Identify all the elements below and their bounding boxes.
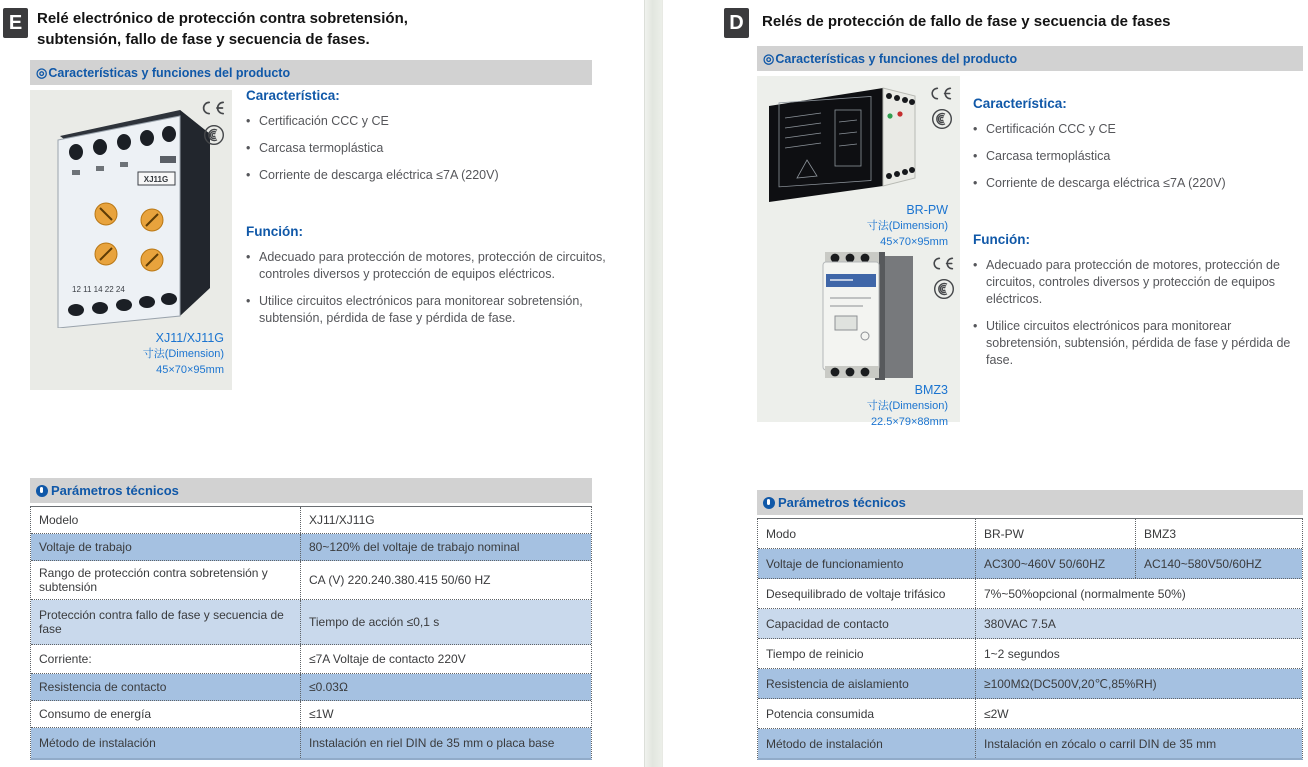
list-item: • Corriente de descarga eléctrica ≤7A (220V) (973, 175, 1305, 192)
params-table-left (30, 478, 592, 760)
device-panel-label: XJ11G (143, 175, 169, 184)
row-value: 80~120% del voltaje de trabajo nominal (309, 540, 520, 554)
dimension-label: 寸法(Dimension) (866, 220, 948, 232)
row-value: Instalación en riel DIN de 35 mm o placa base (309, 736, 555, 750)
dimension-value: 22.5×79×88mm (870, 416, 948, 428)
table-row (31, 561, 591, 600)
table-row (31, 701, 591, 728)
list-item: • Utilice circuitos electrónicos para monitorear sobretensión, subtensión, pérdida de fase y pérdida de fase. (973, 318, 1305, 369)
row-label: Resistencia de contacto (31, 674, 301, 700)
relay-photo-br-pw (763, 82, 921, 204)
double-circle-icon: ◎ (36, 64, 48, 80)
row-label: Potencia consumida (758, 699, 976, 728)
list-item: • Certificación CCC y CE (246, 113, 628, 130)
product-caption-br-pw (798, 202, 948, 250)
list-item: • Carcasa termoplástica (973, 148, 1305, 165)
row-value: 7%~50%opcional (normalmente 50%) (984, 586, 1186, 601)
table-row (758, 699, 1302, 729)
caracteristica-heading: Característica: (973, 96, 1067, 111)
row-label: Desequilibrado de voltaje trifásico (758, 579, 976, 608)
product-photo-block-xj11 (30, 90, 232, 390)
product-model: BR-PW (906, 203, 948, 217)
row-value: ≥100MΩ(DC500V,20℃,85%RH) (984, 676, 1157, 691)
ccc-mark-icon (203, 124, 225, 146)
params-table-title: Parámetros técnicos (51, 483, 179, 498)
dimension-value: 45×70×95mm (156, 364, 224, 376)
filled-circle-icon (36, 485, 48, 497)
row-value-br-pw: AC300~460V 50/60HZ (976, 549, 1136, 578)
list-item: • Corriente de descarga eléctrica ≤7A (220V) (246, 167, 628, 184)
row-label: Resistencia de aislamiento (758, 669, 976, 698)
row-value-bmz3: AC140~580V50/60HZ (1144, 556, 1262, 571)
product-model: BMZ3 (914, 383, 948, 397)
row-value: 1~2 segundos (984, 646, 1060, 661)
row-value-bmz3: BMZ3 (1144, 526, 1177, 541)
row-label: Rango de protección contra sobretensión y subtensión (31, 561, 301, 599)
ce-mark-icon (927, 84, 953, 103)
table-row (758, 579, 1302, 609)
funcion-heading: Función: (246, 224, 303, 239)
page-title-line: Relés de protección de fallo de fase y secuencia de fases (762, 13, 1171, 30)
row-label: Modo (758, 519, 976, 548)
features-column-right (973, 96, 1305, 379)
dimension-label: 寸法(Dimension) (866, 400, 948, 412)
page-title-right (762, 11, 1307, 32)
table-row (758, 609, 1302, 639)
row-value: ≤0.03Ω (309, 680, 348, 694)
relay-photo-xj11 (34, 96, 220, 328)
row-value: Instalación en zócalo o carril DIN de 35 mm (984, 736, 1217, 751)
row-value: ≤2W (984, 706, 1009, 721)
row-value: 380VAC 7.5A (984, 616, 1056, 631)
funcion-list (246, 249, 628, 327)
table-row (758, 729, 1302, 758)
row-label: Corriente: (31, 645, 301, 673)
table-row (31, 645, 591, 674)
caracteristica-list (246, 113, 628, 184)
params-table-title: Parámetros técnicos (778, 495, 906, 510)
table-row (758, 669, 1302, 699)
params-table-header (30, 478, 592, 503)
ce-mark-icon (198, 98, 226, 118)
row-label: Voltaje de funcionamiento (758, 549, 976, 578)
double-circle-icon: ◎ (763, 50, 775, 66)
section-bar-features-right (757, 46, 1303, 71)
funcion-list (973, 257, 1305, 369)
row-label: Modelo (31, 507, 301, 533)
page-title-line: subtensión, fallo de fase y secuencia de fases. (37, 31, 370, 48)
product-photo-block-right (757, 76, 960, 428)
row-label: Tiempo de reinicio (758, 639, 976, 668)
ccc-mark-icon (933, 278, 955, 300)
product-caption-xj11 (74, 330, 224, 378)
table-row (31, 600, 591, 645)
params-table-body (757, 518, 1303, 760)
page-badge-e: E (3, 8, 28, 38)
table-row (758, 519, 1302, 549)
funcion-heading: Función: (973, 232, 1030, 247)
table-row (31, 534, 591, 561)
filled-circle-icon (763, 497, 775, 509)
page-title-left (37, 8, 617, 50)
features-column-left (246, 88, 628, 337)
page-badge-d: D (724, 8, 749, 38)
ce-mark-icon (929, 254, 955, 273)
row-label: Método de instalación (758, 729, 976, 758)
row-label: Consumo de energía (31, 701, 301, 727)
list-item: • Carcasa termoplástica (246, 140, 628, 157)
list-item: • Certificación CCC y CE (973, 121, 1305, 138)
list-item: • Adecuado para protección de motores, protección de circuitos, controles diversos y protección de equipos eléctricos. (246, 249, 628, 283)
row-value: XJ11/XJ11G (309, 513, 375, 527)
section-bar-label: Características y funciones del producto (775, 51, 1018, 66)
product-caption-bmz3 (788, 382, 948, 430)
table-row (31, 674, 591, 701)
row-label: Método de instalación (31, 728, 301, 758)
table-row (758, 639, 1302, 669)
page-title-line: Relé electrónico de protección contra sobretensión, (37, 10, 408, 27)
relay-photo-bmz3 (805, 250, 920, 382)
row-value: Tiempo de acción ≤0,1 s (309, 615, 440, 629)
row-label: Capacidad de contacto (758, 609, 976, 638)
terminal-numbers: 12 11 14 22 24 (72, 285, 125, 294)
product-model: XJ11/XJ11G (155, 331, 224, 345)
section-bar-label: Características y funciones del producto (48, 65, 291, 80)
list-item: • Utilice circuitos electrónicos para monitorear sobretensión, subtensión, pérdida de fase y pérdida de fase. (246, 293, 628, 327)
params-table-right (757, 490, 1303, 760)
section-bar-features-left (30, 60, 592, 85)
row-value: ≤1W (309, 707, 334, 721)
row-label: Voltaje de trabajo (31, 534, 301, 560)
dimension-label: 寸法(Dimension) (142, 348, 224, 360)
table-row (758, 549, 1302, 579)
table-row (31, 728, 591, 758)
dimension-value: 45×70×95mm (880, 236, 948, 248)
row-label: Protección contra fallo de fase y secuencia de fase (31, 600, 301, 644)
caracteristica-list (973, 121, 1305, 192)
params-table-body (30, 506, 592, 760)
table-row (31, 507, 591, 534)
ccc-mark-icon (931, 108, 953, 130)
caracteristica-heading: Característica: (246, 88, 340, 103)
row-value: CA (V) 220.240.380.415 50/60 HZ (309, 573, 491, 587)
page-divider (644, 0, 663, 767)
row-value-br-pw: BR-PW (976, 519, 1136, 548)
list-item: • Adecuado para protección de motores, protección de circuitos, controles diversos y protección de equipos eléctricos. (973, 257, 1305, 308)
row-value: ≤7A Voltaje de contacto 220V (309, 652, 466, 666)
params-table-header (757, 490, 1303, 515)
